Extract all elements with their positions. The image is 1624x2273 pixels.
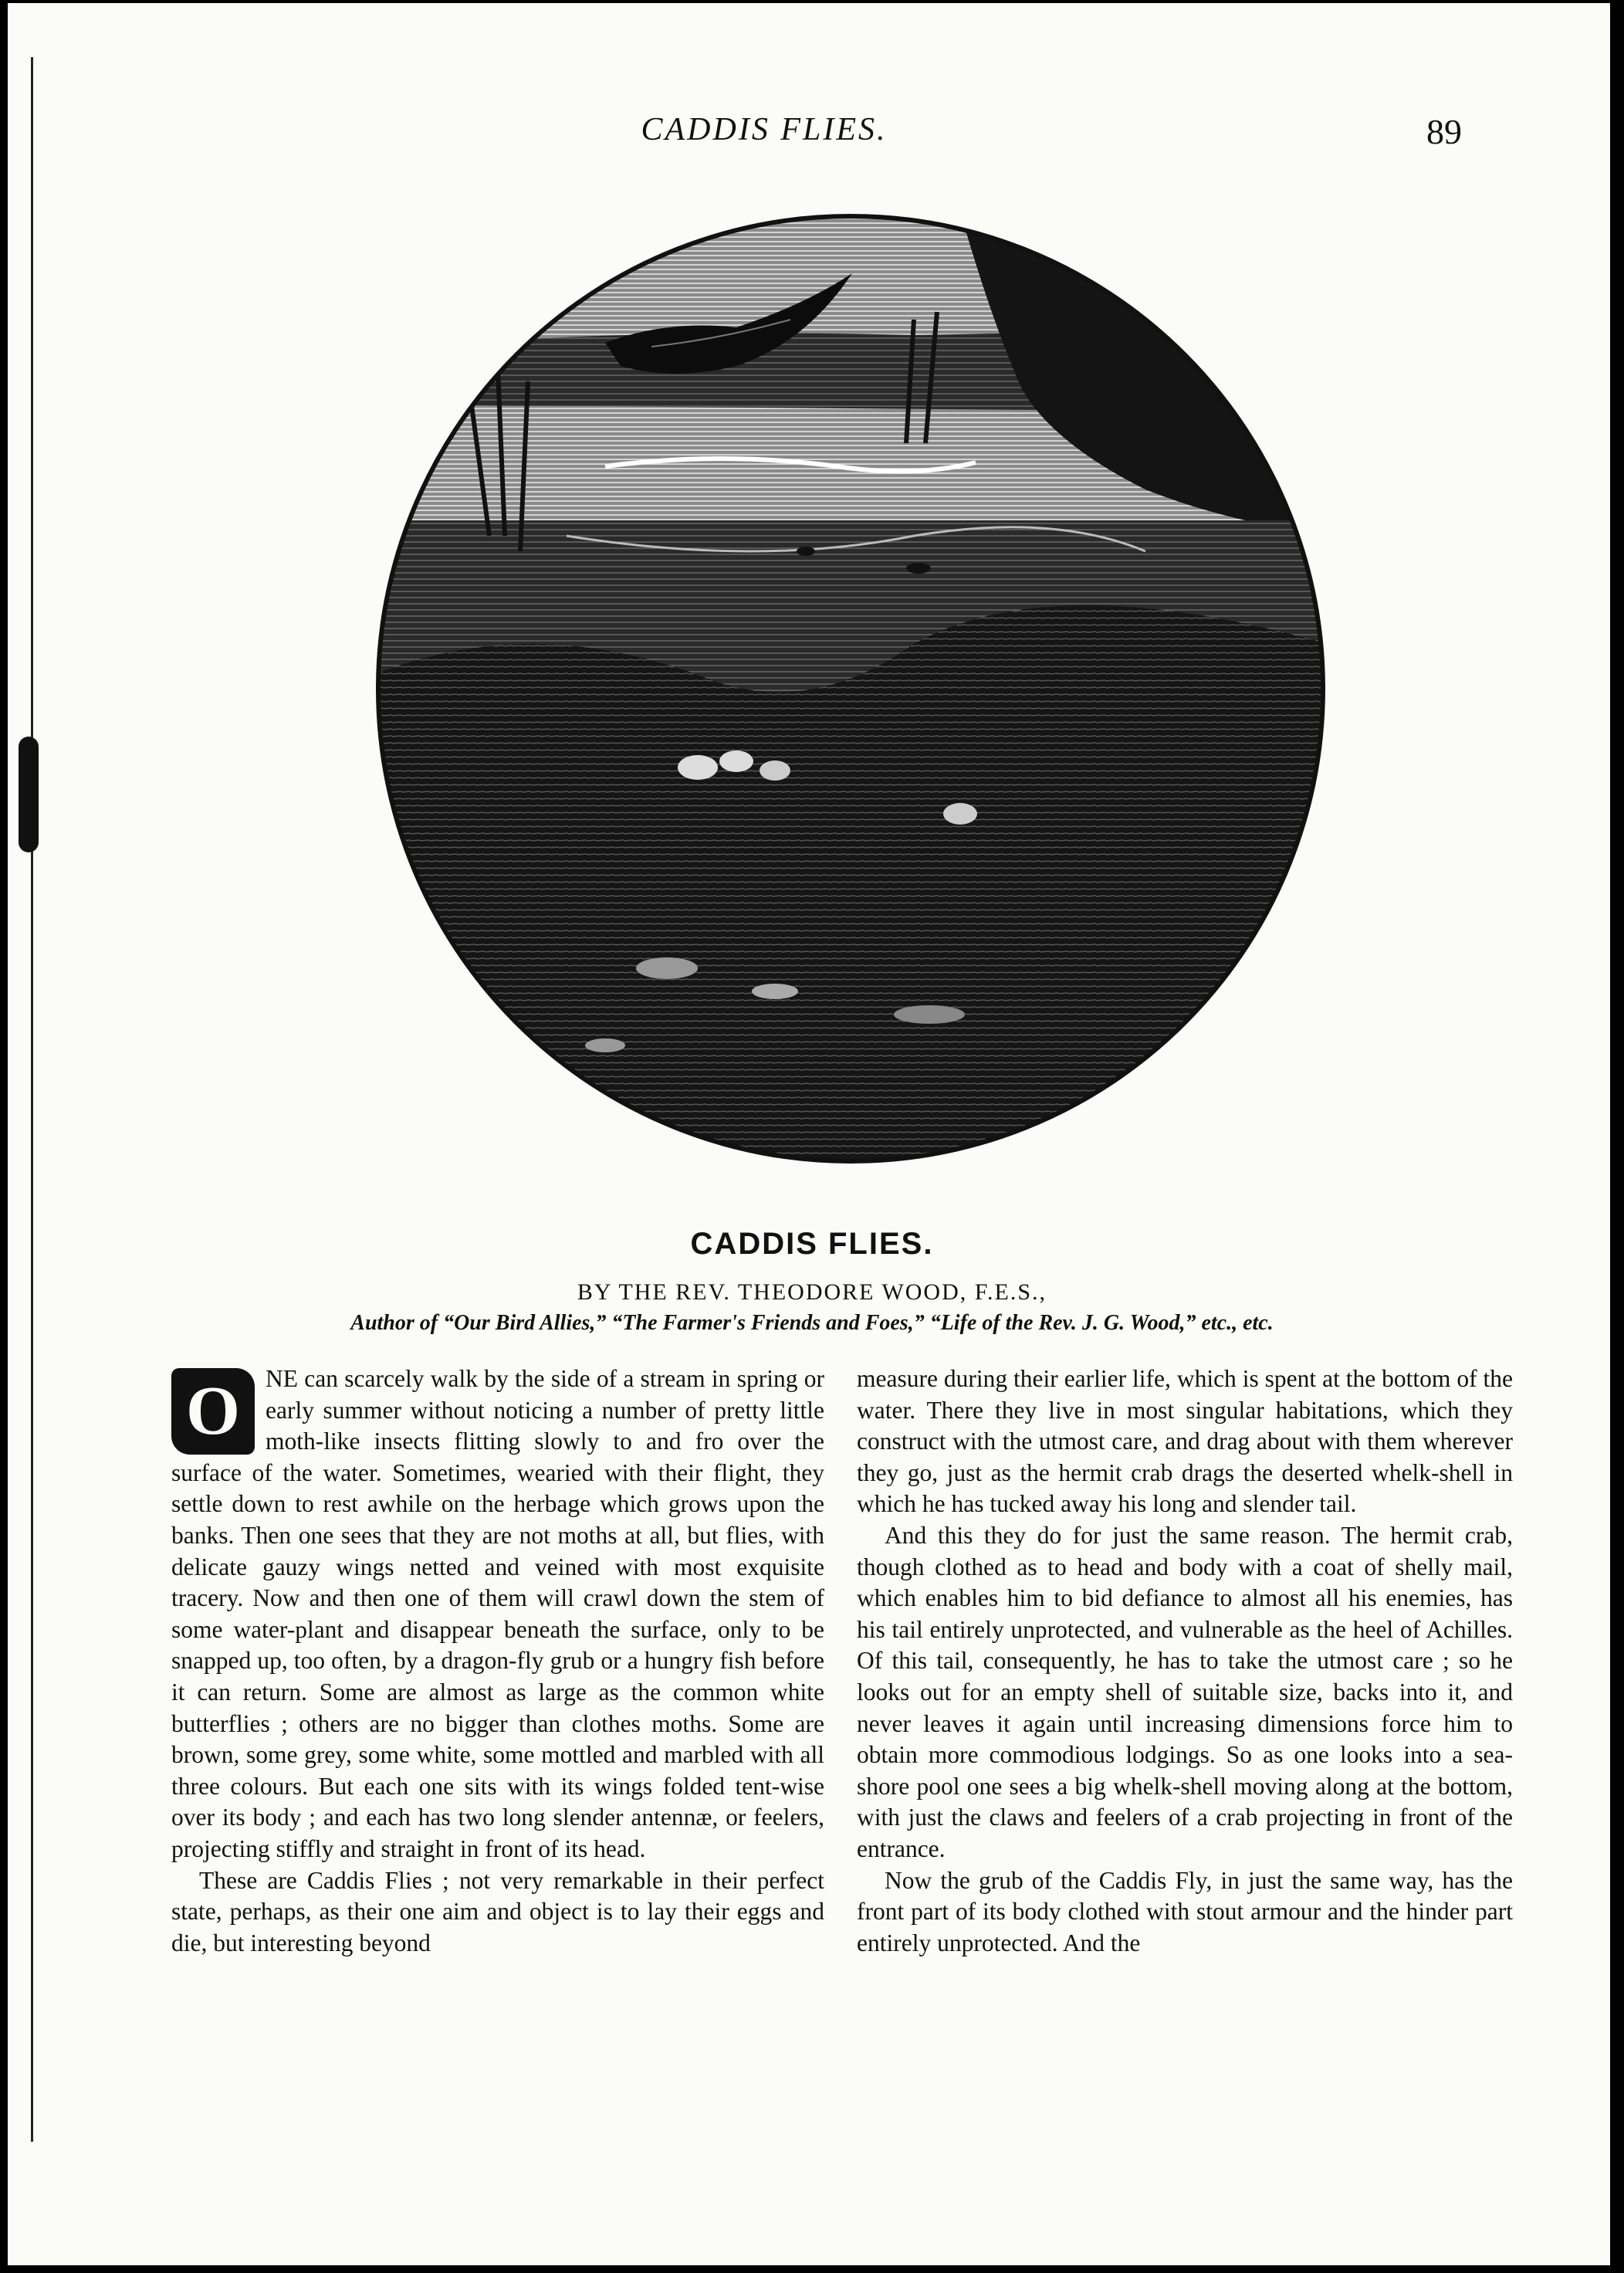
article-byline: BY THE REV. THEODORE WOOD, F.E.S.,	[577, 1279, 1047, 1305]
engraving-circle-illustration	[374, 212, 1328, 1166]
paragraph: measure during their earlier life, which is spent at the bottom of the water. There they live in most singular habitations, which they construct with the utmost care, and drag about with them wherever they go, just as the hermit crab drags the deserted whelk-shell in which he has tucked away his long and slender tail.	[857, 1365, 1513, 1518]
left-column	[171, 1363, 824, 1959]
article-title: CADDIS FLIES.	[690, 1227, 934, 1261]
book-page	[8, 3, 1610, 2265]
paragraph: These are Caddis Flies ; not very remarkable in their perfect state, perhaps, as their one aim and object is to lay their eggs and die, but interesting beyond	[171, 1866, 824, 1956]
drop-cap: O	[171, 1368, 255, 1455]
paragraph: And this they do for just the same reason. The hermit crab, though clothed as to head and body with a coat of shelly mail, which enables him to bid defiance to almost all his enemies, has his tail entirely unprotected, and vulnerable as the heel of Achilles. Of this tail, consequently, he has to take the utmost care ; so he looks out for an empty shell of suitable size, backs into it, and never leaves it again until increasing dimensions force him to obtain more commodious lodgings. So as one looks into a sea-shore pool one sees a big whelk-shell moving along at the bottom, with just the claws and feelers of a crab projecting in front of the entrance.	[857, 1521, 1513, 1862]
running-header: CADDIS FLIES.	[641, 112, 888, 147]
paragraph: Now the grub of the Caddis Fly, in just the same way, has the front part of its body clothed with stout armour and the hinder part entirely unprotected. And the	[857, 1866, 1513, 1956]
page-number: 89	[1426, 112, 1462, 151]
binding-mark	[19, 737, 39, 852]
paragraph-text: NE can scarcely walk by the side of a stream in spring or early summer without noticing a number of pretty little moth-like insects flitting slowly to and fro over the surface of the water. Sometimes, wearied with their flight, they settle down to rest awhile on the herbage which grows upon the banks. Then one sees that they are not moths at all, but flies, with delicate gauzy wings netted and veined with most exquisite tracery. Now and then one of them will crawl down the stem of some water-plant and disappear beneath the surface, only to be snapped up, too often, by a dragon-fly grub or a hungry fish before it can return. Some are almost as large as the common white butterflies ; others are no bigger than clothes moths. Some are brown, some grey, some white, some mottled and marbled with all three colours. But each one sits with its wings folded tent-wise over its body ; and each has two long slender antennæ, or feelers, projecting stiffly and straight in front of its head.	[171, 1365, 824, 1862]
spine-line	[31, 57, 33, 2142]
paragraph	[171, 1363, 824, 1865]
author-credits: Author of “Our Bird Allies,” “The Farmer's Friends and Foes,” “Life of the Rev. J. G. Wood,” etc., etc.	[350, 1311, 1274, 1335]
right-column	[857, 1363, 1513, 1959]
